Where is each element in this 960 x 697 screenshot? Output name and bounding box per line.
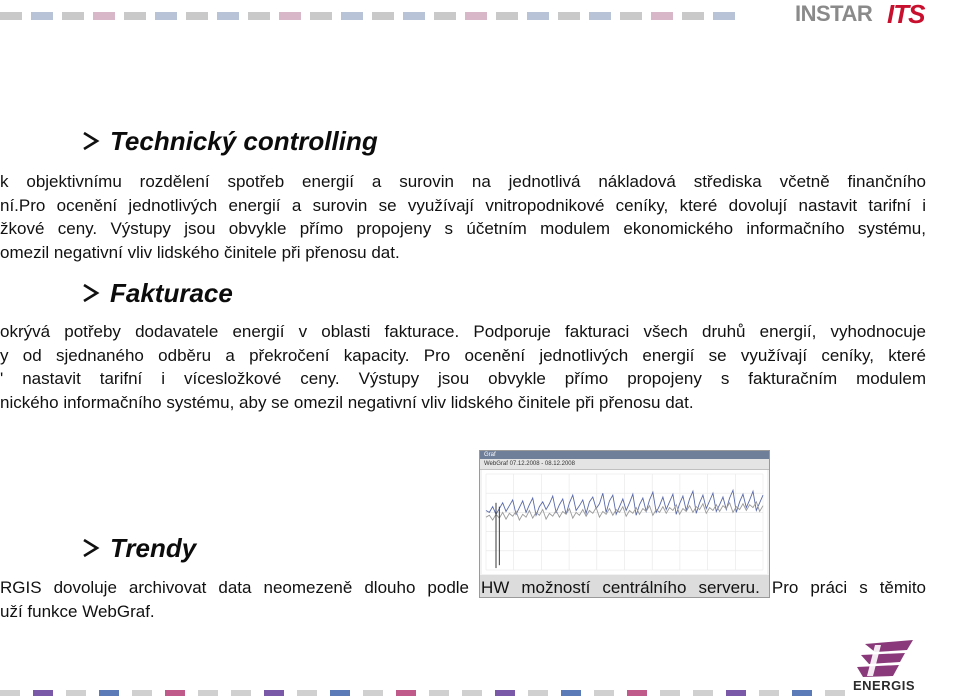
bar-segment bbox=[759, 690, 779, 696]
energis-logo-mark bbox=[855, 640, 915, 678]
bar-segment bbox=[217, 12, 239, 20]
bar-segment bbox=[231, 690, 251, 696]
chart-info-bar bbox=[480, 459, 769, 470]
bar-segment bbox=[693, 690, 713, 696]
bar-segment bbox=[825, 690, 845, 696]
instar-logo-text: INSTAR bbox=[795, 1, 873, 26]
bar-segment bbox=[651, 12, 673, 20]
bar-segment bbox=[165, 690, 185, 696]
paragraph-line: okrývá potřeby dodavatele energií v oblasti fakturace. Podporuje fakturaci všech druhů energií, vyhodnocuje bbox=[0, 322, 926, 341]
arrow-bullet-icon bbox=[82, 131, 100, 151]
bar-segment bbox=[124, 12, 146, 20]
bar-segment bbox=[528, 690, 548, 696]
bar-segment bbox=[264, 690, 284, 696]
paragraph-line: uží funkce WebGraf. bbox=[0, 601, 155, 621]
bar-segment bbox=[330, 690, 350, 696]
bar-segment bbox=[396, 690, 416, 696]
bar-segment bbox=[589, 12, 611, 20]
bar-segment bbox=[99, 690, 119, 696]
bar-segment bbox=[434, 12, 456, 20]
bar-segment bbox=[62, 12, 84, 20]
bar-segment bbox=[363, 690, 383, 696]
bar-segment bbox=[792, 690, 812, 696]
heading-text: Fakturace bbox=[110, 278, 233, 308]
bar-segment bbox=[372, 12, 394, 20]
window-titlebar bbox=[480, 451, 769, 459]
paragraph-fakturace bbox=[0, 320, 926, 414]
line-chart bbox=[482, 470, 767, 574]
chart-info-text: WebGraf 07.12.2008 - 08.12.2008 bbox=[484, 461, 575, 467]
arrow-bullet-icon bbox=[82, 538, 100, 558]
paragraph-line: y od sjednaného odběru a překročení kapacity. Pro ocenění jednotlivých energií se využívají ceníky, které bbox=[0, 345, 926, 365]
bar-segment bbox=[341, 12, 363, 20]
bar-segment bbox=[403, 12, 425, 20]
bar-segment bbox=[132, 690, 152, 696]
window-title: Graf bbox=[484, 452, 496, 458]
bar-segment bbox=[93, 12, 115, 20]
bar-segment bbox=[279, 12, 301, 20]
paragraph-line: žkové ceny. Výstupy jsou obvykle přímo propojeny s účetním modulem ekonomického informačního systému, bbox=[0, 219, 926, 238]
paragraph-technicky-controlling bbox=[0, 170, 926, 264]
bar-segment bbox=[0, 12, 22, 20]
bar-segment bbox=[594, 690, 614, 696]
bar-segment bbox=[155, 12, 177, 20]
bar-segment bbox=[186, 12, 208, 20]
bar-segment bbox=[31, 12, 53, 20]
paragraph-line: nického informačního systému, aby se omezil negativní vliv lidského činitele při přenosu dat. bbox=[0, 392, 694, 412]
paragraph-line: k objektivnímu rozdělení spotřeb energií a surovin na jednotlivá nákladová střediska včetně finančního bbox=[0, 172, 926, 191]
bar-segment bbox=[726, 690, 746, 696]
bottom-decorative-bar bbox=[0, 690, 860, 696]
bar-segment bbox=[33, 690, 53, 696]
bar-segment bbox=[0, 690, 20, 696]
bar-segment bbox=[66, 690, 86, 696]
bar-segment bbox=[527, 12, 549, 20]
bar-segment bbox=[713, 12, 735, 20]
heading-text: Trendy bbox=[110, 533, 197, 563]
bar-segment bbox=[660, 690, 680, 696]
its-logo-text: ITS bbox=[887, 0, 925, 29]
bar-segment bbox=[620, 12, 642, 20]
bar-segment bbox=[310, 12, 332, 20]
paragraph-line: omezil negativní vliv lidského činitele při přenosu dat. bbox=[0, 242, 400, 262]
bar-segment bbox=[495, 690, 515, 696]
bar-segment bbox=[627, 690, 647, 696]
heading-text: Technický controlling bbox=[110, 126, 378, 156]
paragraph-line: ní.Pro ocenění jednotlivých energií a surovin se využívají vnitropodnikové ceníky, které dovolují nastavit tarifní i bbox=[0, 195, 926, 215]
bar-segment bbox=[198, 690, 218, 696]
bar-segment bbox=[248, 12, 270, 20]
instar-its-logo bbox=[795, 0, 955, 29]
bar-segment bbox=[561, 690, 581, 696]
bar-segment bbox=[297, 690, 317, 696]
paragraph-trendy bbox=[0, 576, 926, 623]
energis-logo bbox=[847, 640, 927, 696]
paragraph-line: RGIS dovoluje archivovat data neomezeně dlouho podle HW možností centrálního serveru. Pro práci s těmito bbox=[0, 578, 926, 597]
bar-segment bbox=[496, 12, 518, 20]
energis-logo-text: ENERGIS bbox=[853, 678, 916, 693]
bar-segment bbox=[462, 690, 482, 696]
section-heading-trendy bbox=[82, 531, 196, 565]
top-decorative-bar bbox=[0, 12, 760, 20]
paragraph-line: ' nastavit tarifní i vícesložkové ceny. Výstupy jsou obvykle přímo propojeny s fakturačním modulem bbox=[0, 369, 926, 388]
section-heading-fakturace bbox=[82, 276, 233, 310]
bar-segment bbox=[465, 12, 487, 20]
bar-segment bbox=[558, 12, 580, 20]
bar-segment bbox=[682, 12, 704, 20]
arrow-bullet-icon bbox=[82, 283, 100, 303]
bar-segment bbox=[429, 690, 449, 696]
section-heading-technicky-controlling bbox=[82, 124, 378, 158]
